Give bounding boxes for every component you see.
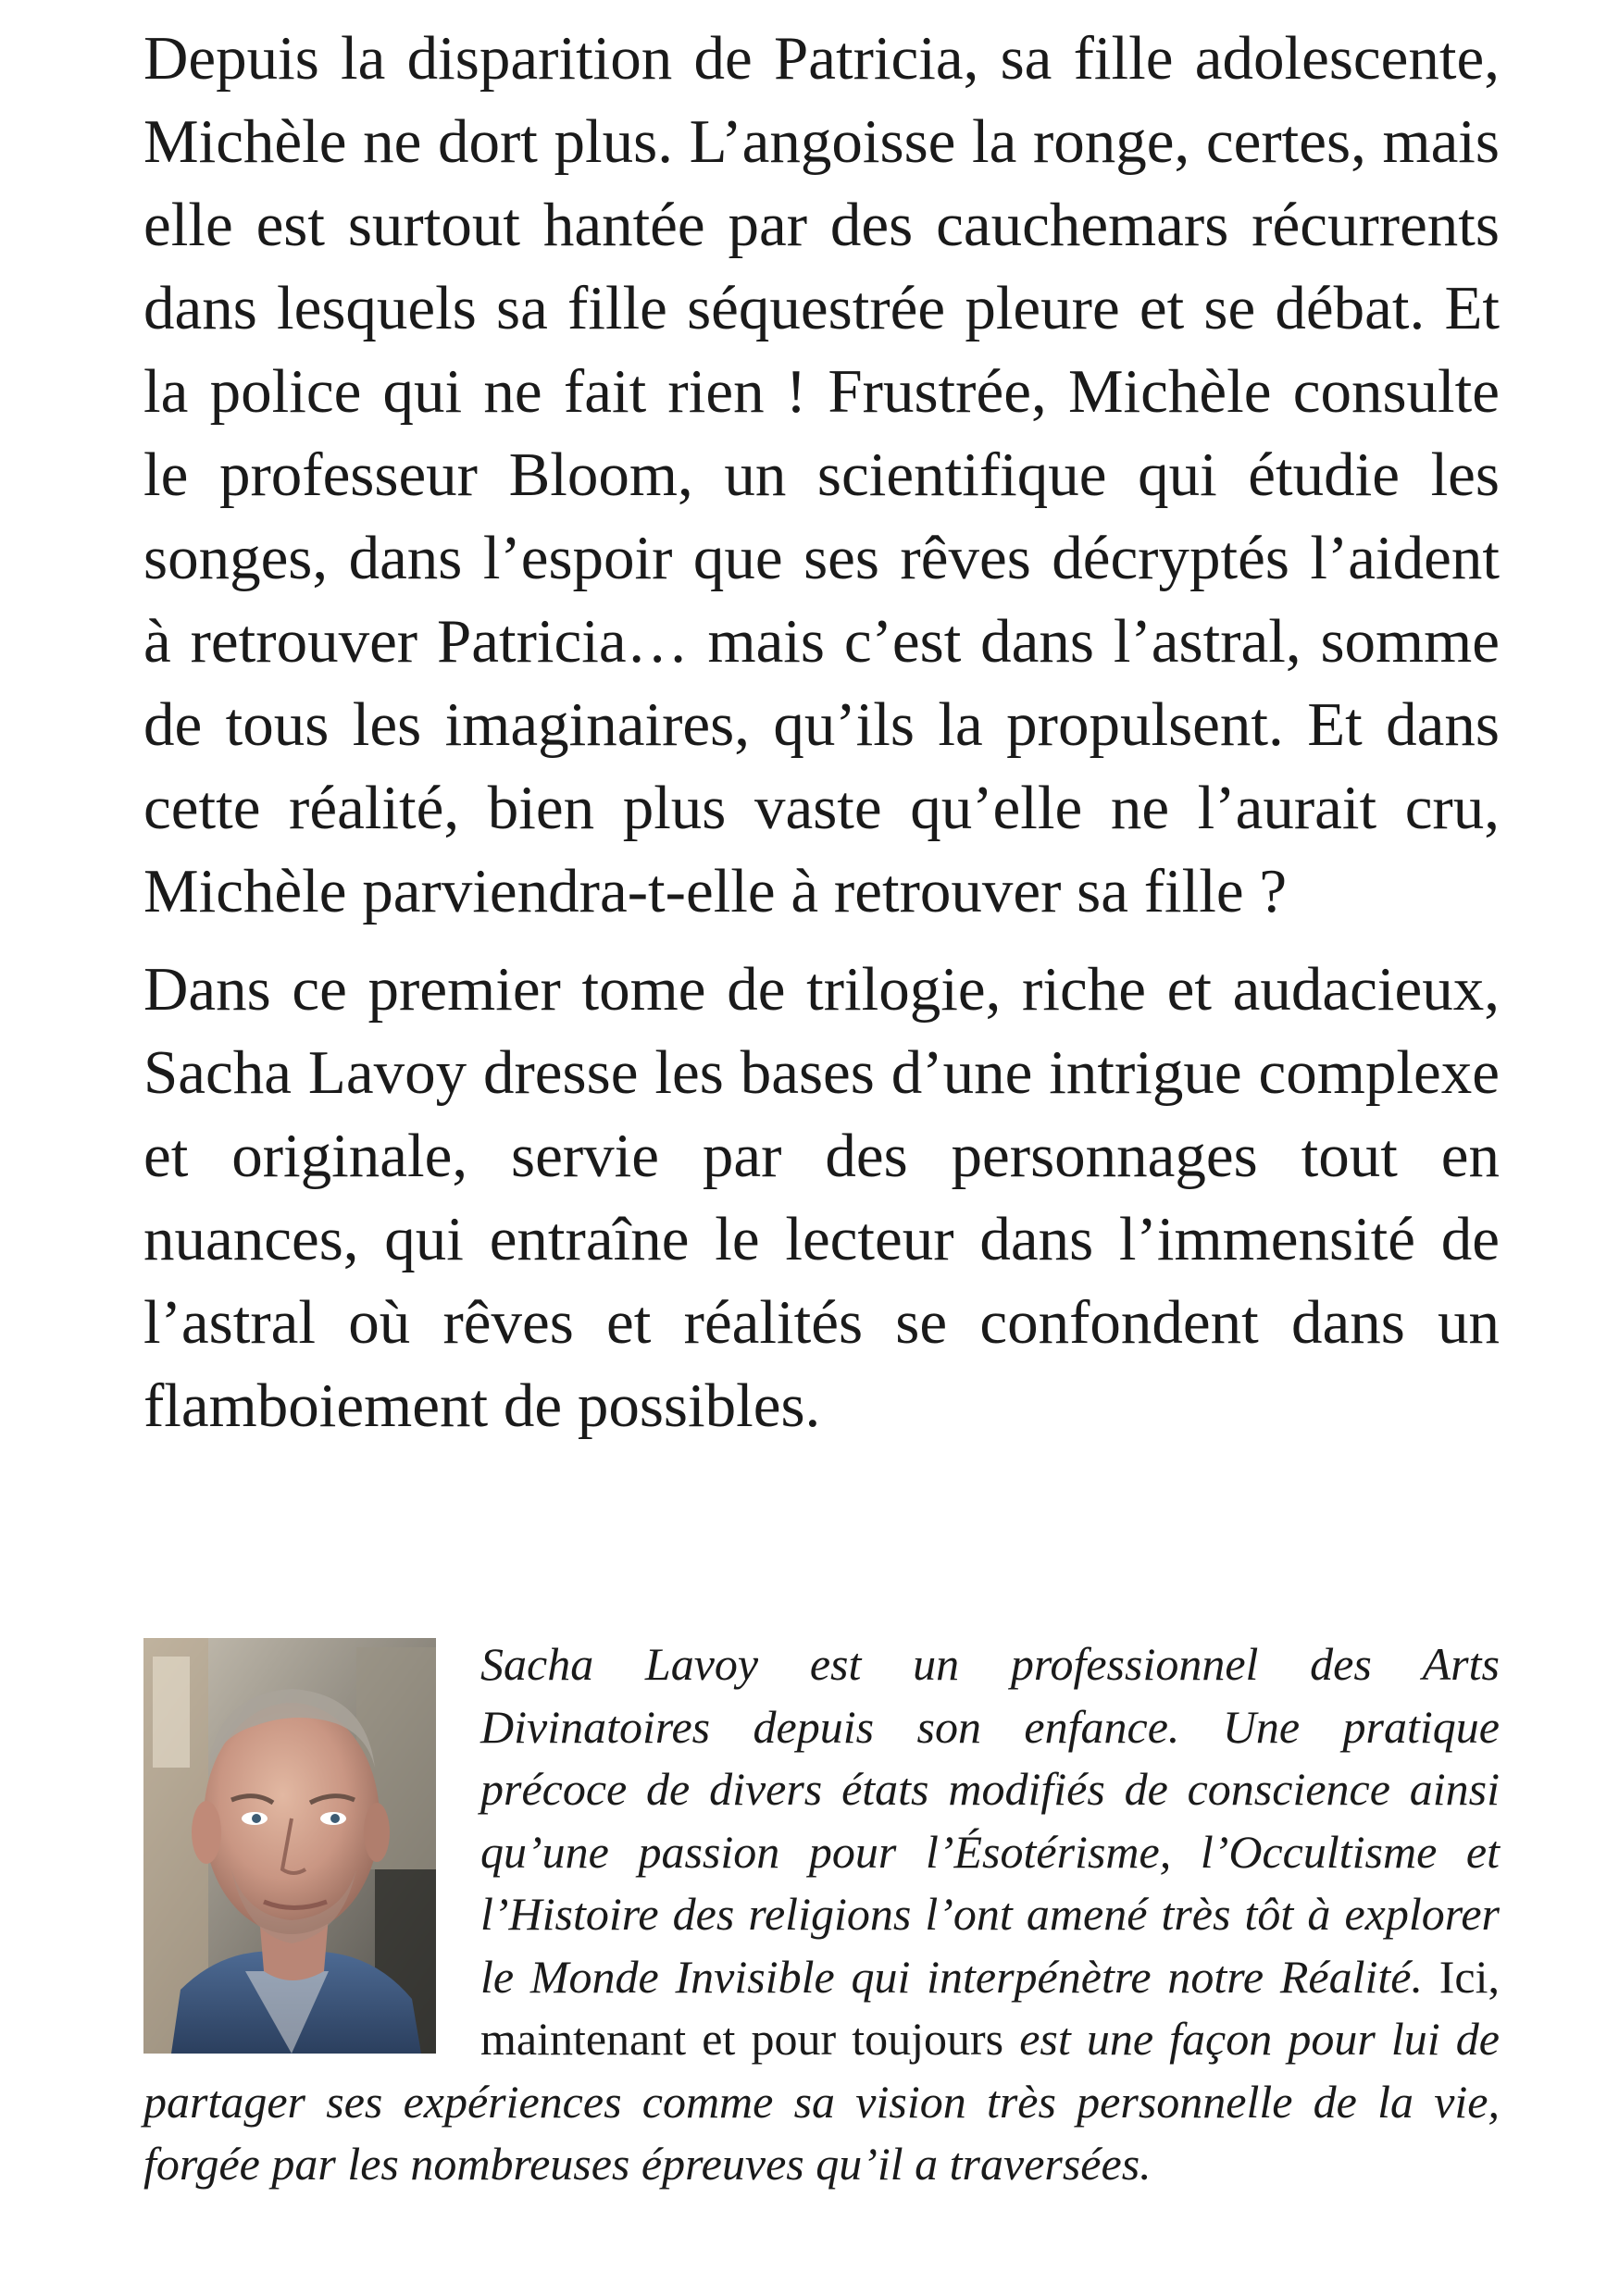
synopsis-paragraph-2: Dans ce premier tome de trilogie, riche et audacieux, Sacha Lavoy dresse les bases d’une intrigue complexe et originale, servie par des personnages tout en nuances, qui entraîne le lecteur dans l’immensité de l’astral où rêves et réalités se confondent dans un flamboiement de possibles. [143,955,1500,1440]
bio-italic-outro: est une façon pour lui de partager ses expériences comme sa vision très personnelle de la vie, forgée par les nombreuses épreuves qu’il a traversées. [143,2013,1500,2190]
author-portrait-icon [143,1638,436,2054]
synopsis [143,17,1500,1447]
book-title: Ici, maintenant et pour toujours [480,1950,1501,2065]
author-photo [143,1638,436,2054]
synopsis-paragraph-1: Depuis la disparition de Patricia, sa fille adolescente, Michèle ne dort plus. L’angoisse la ronge, certes, mais elle est surtout hantée par des cauchemars récurrents dans lesquels sa fille séquestrée pleure et se débat. Et la police qui ne fait rien ! Frustrée, Michèle consulte le professeur Bloom, un scientifique qui étudie les songes, dans l’espoir que ses rêves décryptés l’aident à retrouver Patricia… mais c’est dans l’astral, somme de tous les imaginaires, qu’ils la propulsent. Et dans cette réalité, bien plus vaste qu’elle ne l’aurait cru, Michèle parviendra-t-elle à retrouver sa fille ? [143,24,1500,925]
bio-italic-intro: Sacha Lavoy est un professionnel des Arts Divinatoires depuis son enfance. Une pratique précoce de divers états modifiés de conscience ainsi qu’une passion pour l’Ésotérisme, l’Occultisme et l’Histoire des religions l’ont amené très tôt à explorer le Monde Invisible qui interpénètre notre Réalité. [480,1638,1500,2003]
author-bio [143,1633,1500,2196]
